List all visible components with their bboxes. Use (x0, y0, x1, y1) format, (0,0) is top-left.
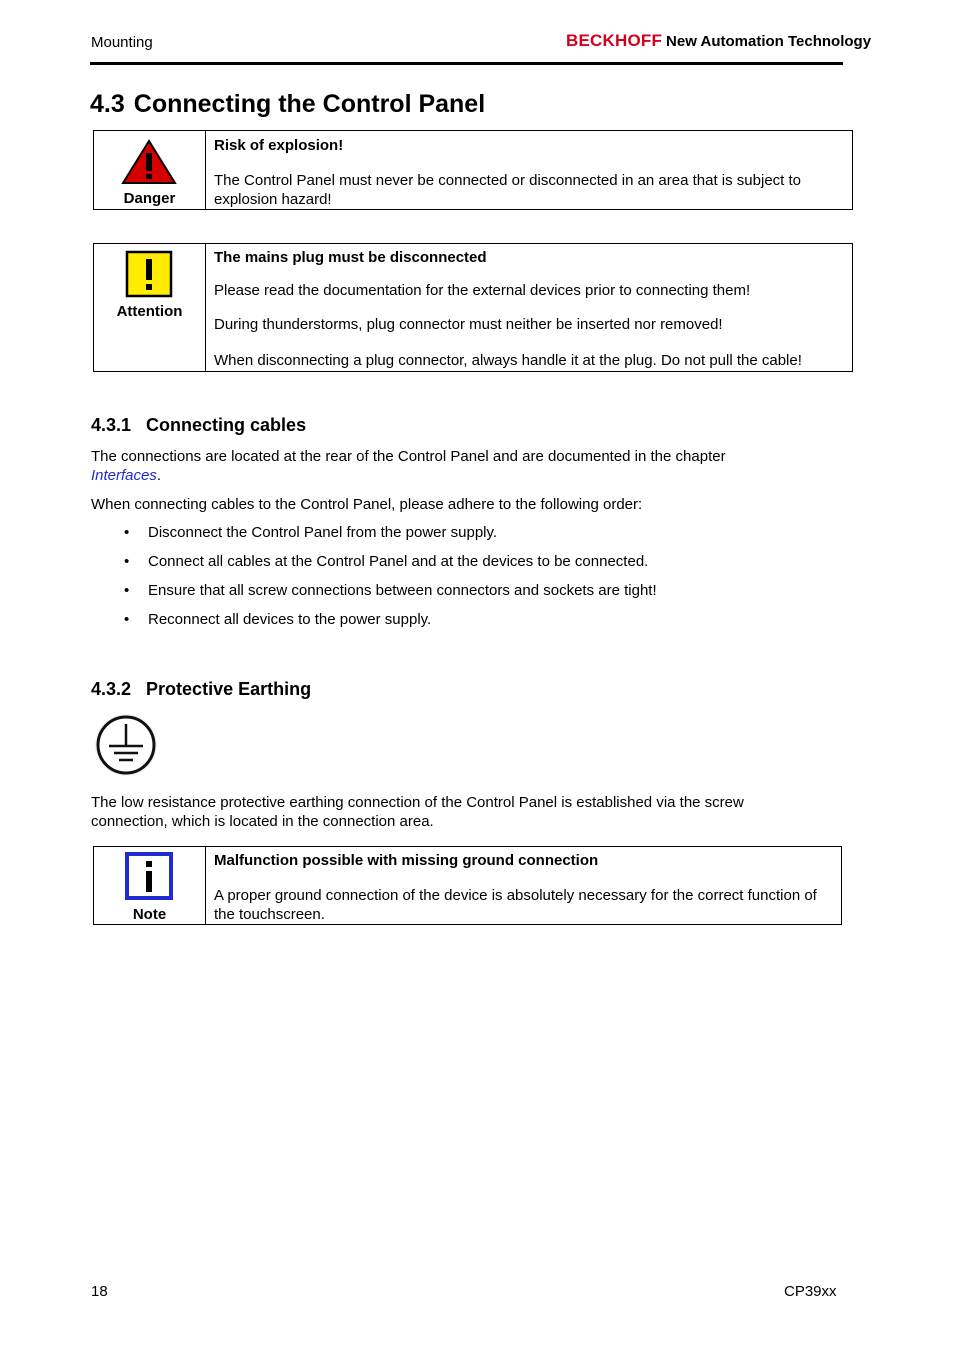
attention-title: The mains plug must be disconnected (214, 249, 487, 266)
note-box (93, 846, 842, 925)
note-icon-cell (94, 847, 206, 924)
attention-label: Attention (116, 303, 183, 320)
page-title-number: 4.3 (90, 90, 125, 118)
list-item-text: Connect all cables at the Control Panel and at the devices to be connected. (148, 553, 649, 570)
cables-intro-text: The connections are located at the rear of the Control Panel and are documented in the chapter (91, 448, 726, 465)
attention-line: Please read the documentation for the external devices prior to connecting them! (214, 282, 751, 299)
danger-message: The Control Panel must never be connected or disconnected in an area that is subject to explosion hazard! (214, 172, 802, 208)
section-title: Protective Earthing (146, 679, 312, 699)
page-title (90, 90, 485, 119)
attention-icon-cell (94, 244, 206, 371)
link-suffix: . (156, 467, 162, 484)
product-name: CP39xx (784, 1283, 837, 1300)
list-item-text: Reconnect all devices to the power supply. (148, 611, 432, 628)
danger-icon-cell (94, 131, 206, 209)
brand-tagline: New Automation Technology (666, 33, 872, 50)
attention-exclamation-icon (125, 250, 173, 298)
danger-label: Danger (123, 190, 176, 207)
danger-title: Risk of explosion! (214, 137, 344, 154)
section-heading-earthing (91, 679, 311, 700)
danger-triangle-icon (121, 139, 177, 185)
brand-name: BECKHOFF (566, 31, 663, 50)
note-label: Note (132, 906, 167, 923)
list-item-text: Ensure that all screw connections between connectors and sockets are tight! (148, 582, 657, 599)
protective-earth-icon (91, 712, 161, 778)
brand-logo (566, 31, 871, 51)
section-number: 4.3.1 (91, 415, 132, 435)
earthing-text: The low resistance protective earthing connection of the Control Panel is established via the screw connection, which is located in the connection area. (91, 794, 744, 830)
header-rule (90, 62, 843, 65)
section-title: Connecting cables (146, 415, 307, 435)
bullet-dot: • (124, 524, 130, 541)
interfaces-link[interactable]: Interfaces (91, 467, 157, 484)
note-info-icon (125, 852, 173, 900)
attention-line: During thunderstorms, plug connector must neither be inserted nor removed! (214, 316, 723, 333)
section-number: 4.3.2 (91, 679, 132, 699)
page-title-text: Connecting the Control Panel (133, 90, 486, 118)
bullet-dot: • (124, 582, 130, 599)
note-message: A proper ground connection of the device is absolutely necessary for the correct function of the touchscreen. (214, 887, 817, 923)
section-heading-cables (91, 415, 306, 436)
attention-box (93, 243, 853, 372)
attention-line: When disconnecting a plug connector, always handle it at the plug. Do not pull the cable! (214, 352, 802, 369)
danger-text (214, 136, 844, 209)
list-item-text: Disconnect the Control Panel from the power supply. (148, 524, 498, 541)
note-title: Malfunction possible with missing ground connection (214, 852, 599, 869)
header-section-label: Mounting (91, 34, 153, 51)
attention-text (214, 248, 844, 370)
danger-box (93, 130, 853, 210)
note-text (214, 851, 833, 924)
bullet-dot: • (124, 611, 130, 628)
cables-intro (91, 447, 811, 485)
cables-order-intro: When connecting cables to the Control Panel, please adhere to the following order: (91, 496, 643, 513)
page-number: 18 (91, 1283, 108, 1300)
bullet-dot: • (124, 553, 130, 570)
